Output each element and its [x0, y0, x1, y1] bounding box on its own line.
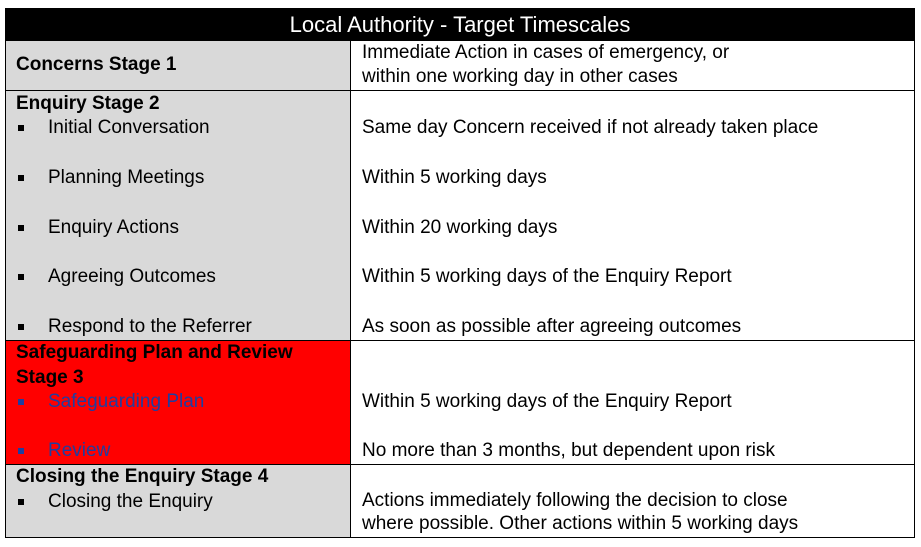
- stage-2-row: [6, 90, 914, 340]
- stage-2-item-timescale: Within 5 working days: [362, 167, 547, 188]
- stage-2-item-timescale: Within 20 working days: [362, 217, 558, 238]
- stage-1-heading: Concerns Stage 1: [16, 54, 177, 75]
- stage-2-item-timescale: Same day Concern received if not already taken place: [362, 117, 819, 138]
- stage-3-item-label: Review: [48, 440, 111, 461]
- bullet-icon: [18, 499, 24, 505]
- stage-2-item-timescale: Within 5 working days of the Enquiry Report: [362, 266, 732, 287]
- stage-2-timescale-cell: [351, 91, 914, 340]
- stage-1-timescale-line2: within one working day in other cases: [362, 66, 678, 87]
- timescales-table: [5, 8, 915, 538]
- stage-3-row: [6, 340, 914, 464]
- stage-3-heading-line1: Safeguarding Plan and Review: [16, 342, 293, 363]
- stage-4-heading: Closing the Enquiry Stage 4: [16, 466, 269, 487]
- stage-1-timescale-line1: Immediate Action in cases of emergency, or: [362, 42, 730, 63]
- stage-3-label-cell: [6, 341, 351, 464]
- stage-2-item-label: Initial Conversation: [48, 117, 210, 138]
- stage-2-item-timescale: As soon as possible after agreeing outcomes: [362, 316, 742, 337]
- stage-4-timescale-line1: Actions immediately following the decision to close: [362, 490, 788, 511]
- bullet-icon: [18, 175, 24, 181]
- stage-3-timescale-cell: [351, 341, 914, 464]
- stage-2-heading: Enquiry Stage 2: [16, 93, 160, 114]
- bullet-icon: [18, 448, 24, 454]
- stage-1-label-cell: [6, 41, 351, 90]
- stage-1-timescale-cell: [351, 41, 914, 90]
- stage-2-item-label: Enquiry Actions: [48, 217, 179, 238]
- bullet-icon: [18, 125, 24, 131]
- stage-3-item-label: Safeguarding Plan: [48, 391, 205, 412]
- bullet-icon: [18, 324, 24, 330]
- stage-1-row: [6, 40, 914, 90]
- stage-3-heading-line2: Stage 3: [16, 367, 84, 388]
- stage-3-item-timescale: No more than 3 months, but dependent upon risk: [362, 440, 775, 461]
- stage-2-item-label: Planning Meetings: [48, 167, 205, 188]
- stage-4-item-label: Closing the Enquiry: [48, 491, 213, 512]
- stage-4-row: [6, 464, 914, 537]
- stage-2-item-label: Agreeing Outcomes: [48, 266, 216, 287]
- table-title: Local Authority - Target Timescales: [6, 9, 914, 40]
- stage-3-item-timescale: Within 5 working days of the Enquiry Report: [362, 391, 732, 412]
- stage-2-item-label: Respond to the Referrer: [48, 316, 252, 337]
- stage-4-timescale-line2: where possible. Other actions within 5 working days: [362, 513, 799, 534]
- stage-4-timescale-cell: [351, 465, 914, 537]
- stage-2-label-cell: [6, 91, 351, 340]
- bullet-icon: [18, 399, 24, 405]
- stage-4-label-cell: [6, 465, 351, 537]
- bullet-icon: [18, 274, 24, 280]
- bullet-icon: [18, 225, 24, 231]
